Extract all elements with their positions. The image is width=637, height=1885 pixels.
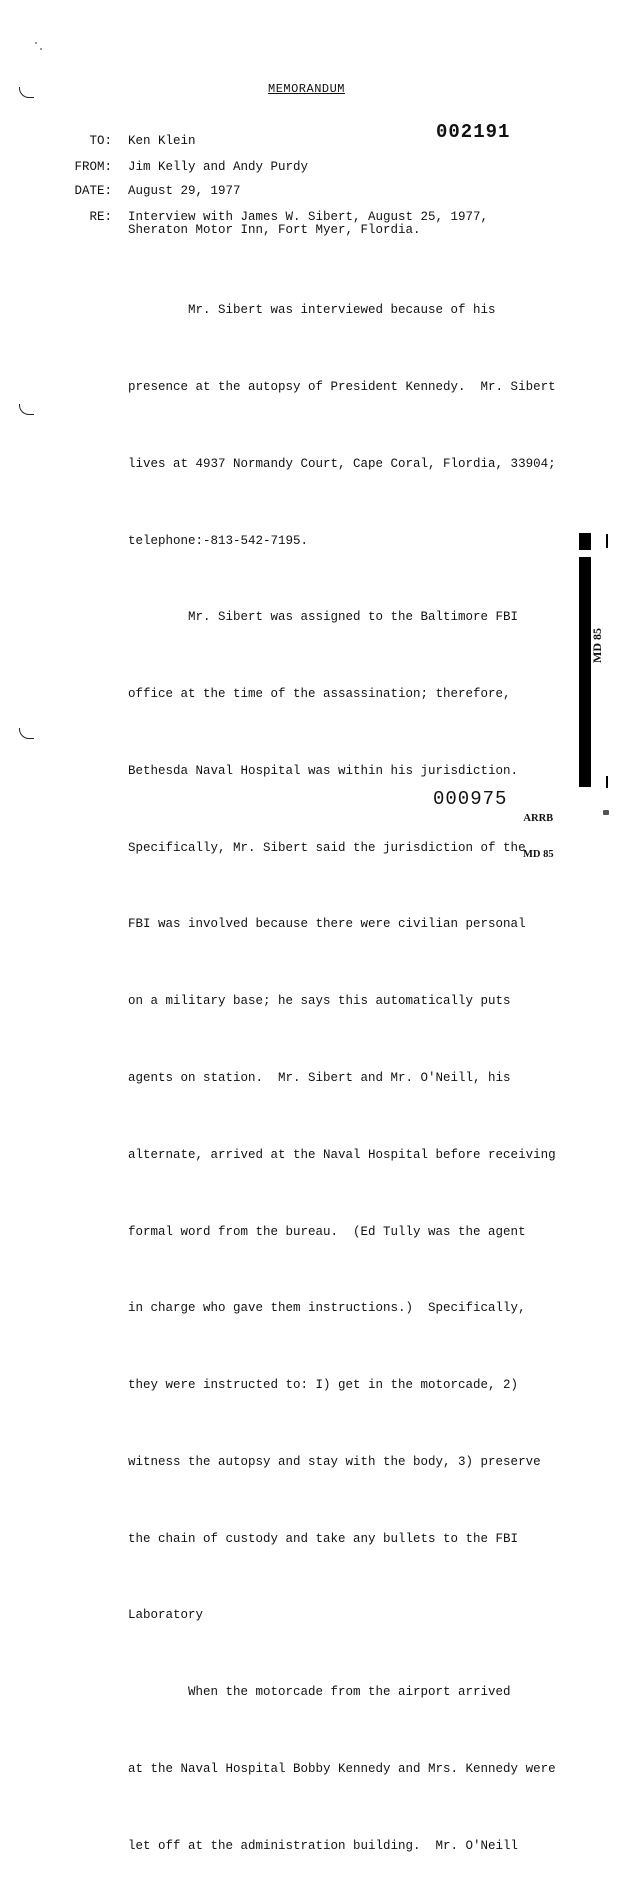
- body-line: in charge who gave them instructions.) Specifically,: [128, 1301, 526, 1316]
- margin-mark: [19, 404, 34, 415]
- archival-bar-top: [579, 533, 591, 550]
- body-line: witness the autopsy and stay with the body, 3) preserve: [128, 1454, 541, 1469]
- body-line: Mr. Sibert was interviewed because of his: [128, 303, 496, 318]
- body-line: the chain of custody and take any bullets to the FBI: [128, 1531, 519, 1546]
- date-value: August 29, 1977: [128, 184, 241, 198]
- re-line-1: Interview with James W. Sibert, August 25, 1977,: [128, 210, 489, 224]
- scan-speck: [35, 42, 37, 44]
- body-line: FBI was involved because there were civilian personal: [128, 917, 526, 932]
- to-value: Ken Klein: [128, 134, 196, 148]
- body-line: Specifically, Mr. Sibert said the jurisdiction of the: [128, 840, 526, 855]
- arrb-stamp: [523, 789, 554, 873]
- archival-tick: [606, 776, 608, 788]
- body-line: they were instructed to: I) get in the motorcade, 2): [128, 1378, 519, 1393]
- stamp-number: 000975: [433, 788, 508, 810]
- body-line: Bethesda Naval Hospital was within his jurisdiction.: [128, 763, 519, 778]
- body-line: Laboratory: [128, 1608, 204, 1623]
- body-line: telephone:-813-542-7195.: [128, 533, 309, 548]
- archival-bar: [579, 557, 591, 787]
- body-line: presence at the autopsy of President Kennedy. Mr. Sibert: [128, 379, 556, 394]
- arrb-line-2: MD 85: [523, 849, 554, 860]
- archival-tick: [606, 534, 608, 548]
- body-line: When the motorcade from the airport arrived: [128, 1685, 511, 1700]
- arrb-line-1: ARRB: [523, 813, 554, 824]
- body-line: office at the time of the assassination; therefore,: [128, 687, 511, 702]
- re-line-2: Sheraton Motor Inn, Fort Myer, Flordia.: [128, 223, 421, 237]
- to-label: TO:: [89, 134, 112, 148]
- body-line: Mr. Sibert was assigned to the Baltimore FBI: [128, 610, 519, 625]
- re-label: RE:: [89, 210, 112, 224]
- body-line: let off at the administration building. Mr. O'Neill: [128, 1838, 519, 1853]
- scan-speck: [603, 810, 609, 815]
- side-label: MD 85: [590, 628, 604, 663]
- body-line: formal word from the bureau. (Ed Tully was the agent: [128, 1224, 526, 1239]
- body-line: lives at 4937 Normandy Court, Cape Coral, Flordia, 33904;: [128, 456, 556, 471]
- body-line: on a military base; he says this automatically puts: [128, 994, 511, 1009]
- body-line: alternate, arrived at the Naval Hospital before receiving: [128, 1147, 556, 1162]
- document-number: 002191: [436, 121, 511, 143]
- date-label: DATE:: [74, 184, 112, 198]
- margin-mark: [19, 728, 34, 739]
- from-value: Jim Kelly and Andy Purdy: [128, 160, 309, 174]
- memo-body: [128, 247, 556, 1885]
- margin-mark: [19, 87, 34, 98]
- body-line: agents on station. Mr. Sibert and Mr. O'Neill, his: [128, 1071, 511, 1085]
- memo-title: MEMORANDUM: [268, 82, 346, 96]
- body-line: at the Naval Hospital Bobby Kennedy and Mrs. Kennedy were: [128, 1762, 556, 1777]
- scan-speck: [40, 48, 42, 50]
- from-label: FROM:: [74, 160, 112, 174]
